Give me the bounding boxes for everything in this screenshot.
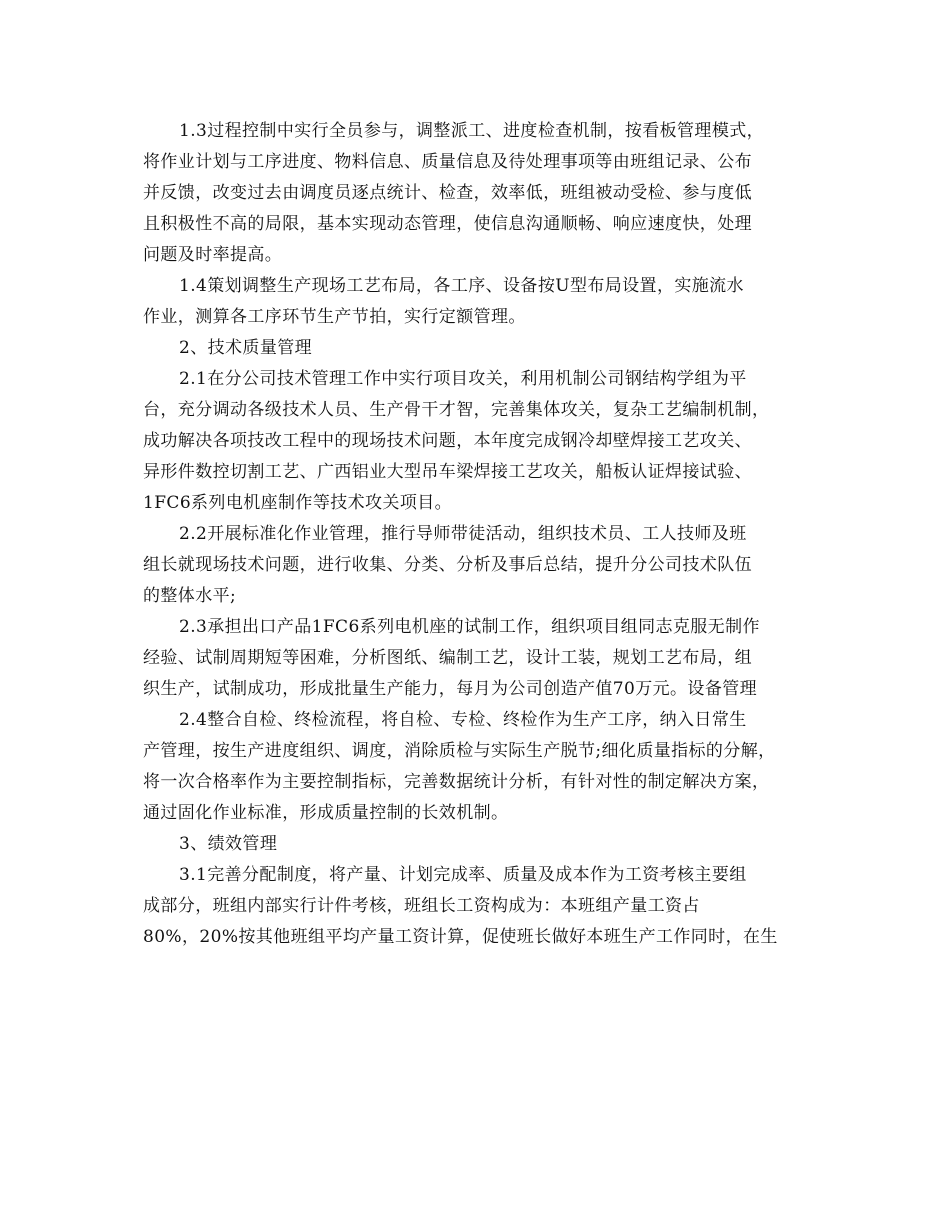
text-line: 将作业计划与工序进度、物料信息、质量信息及待处理事项等由班组记录、公布 [143, 152, 752, 172]
text-line: 成部分，班组内部实行计件考核，班组长工资构成为：本班组产量工资占 [143, 896, 700, 916]
paragraph [143, 271, 808, 333]
document-body [143, 116, 808, 953]
text-line: 2.4整合自检、终检流程，将自检、专检、终检作为生产工序，纳入日常生 [179, 710, 747, 730]
text-line: 2.3承担出口产品1FC6系列电机座的试制工作，组织项目组同志克服无制作 [179, 617, 760, 637]
text-line: 产管理，按生产进度组织、调度，消除质检与实际生产脱节;细化质量指标的分解， [143, 741, 776, 761]
text-line: 2、技术质量管理 [179, 338, 313, 358]
paragraph [143, 333, 808, 364]
text-line: 并反馈，改变过去由调度员逐点统计、检查，效率低，班组被动受检、参与度低 [143, 183, 752, 203]
paragraph [143, 519, 808, 612]
text-line: 1.4策划调整生产现场工艺布局，各工序、设备按U型布局设置，实施流水 [179, 276, 744, 296]
text-line: 组长就现场技术问题，进行收集、分类、分析及事后总结，提升分公司技术队伍 [143, 555, 752, 575]
paragraph [143, 612, 808, 705]
text-line: 3、绩效管理 [179, 834, 278, 854]
text-line: 1.3过程控制中实行全员参与，调整派工、进度检查机制，按看板管理模式， [179, 121, 765, 141]
text-line: 将一次合格率作为主要控制指标，完善数据统计分析，有针对性的制定解决方案， [143, 772, 770, 792]
text-line: 2.1在分公司技术管理工作中实行项目攻关，利用机制公司钢结构学组为平 [179, 369, 747, 389]
text-line: 织生产，试制成功，形成批量生产能力，每月为公司创造产值70万元。设备管理 [143, 679, 758, 699]
paragraph [143, 116, 808, 271]
paragraph [143, 829, 808, 860]
text-line: 1FC6系列电机座制作等技术攻关项目。 [143, 493, 453, 513]
text-line: 2.2开展标准化作业管理，推行导师带徒活动，组织技术员、工人技师及班 [179, 524, 747, 544]
text-line: 通过固化作业标准，形成质量控制的长效机制。 [143, 803, 509, 823]
text-line: 80%，20%按其他班组平均产量工资计算，促使班长做好本班生产工作同时，在生 [143, 927, 778, 947]
text-line: 经验、试制周期短等困难，分析图纸、编制工艺，设计工装，规划工艺布局，组 [143, 648, 752, 668]
paragraph [143, 364, 808, 519]
text-line: 且积极性不高的局限，基本实现动态管理，使信息沟通顺畅、响应速度快，处理 [143, 214, 752, 234]
text-line: 的整体水平; [143, 586, 237, 606]
text-line: 3.1完善分配制度，将产量、计划完成率、质量及成本作为工资考核主要组 [179, 865, 747, 885]
text-line: 台，充分调动各级技术人员、生产骨干才智，完善集体攻关，复杂工艺编制机制， [143, 400, 770, 420]
text-line: 异形件数控切割工艺、广西铝业大型吊车梁焊接工艺攻关，船板认证焊接试验、 [143, 462, 752, 482]
text-line: 成功解决各项技改工程中的现场技术问题，本年度完成钢冷却壁焊接工艺攻关、 [143, 431, 752, 451]
text-line: 作业，测算各工序环节生产节拍，实行定额管理。 [143, 307, 526, 327]
text-line: 问题及时率提高。 [143, 245, 283, 265]
paragraph [143, 860, 808, 953]
paragraph [143, 705, 808, 829]
